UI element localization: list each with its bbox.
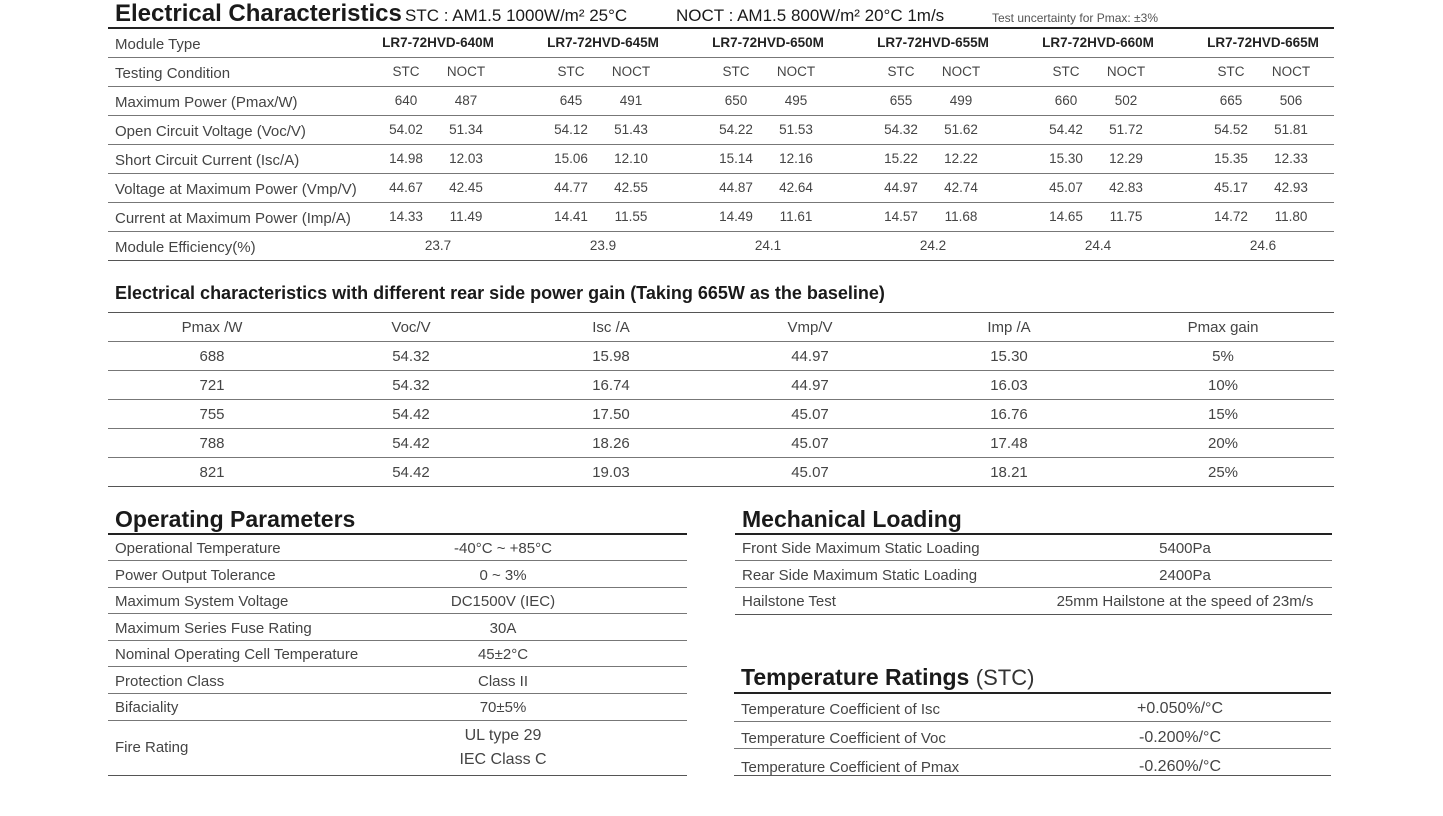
table-cell: 45.07 [791, 406, 829, 423]
testing-condition-label: Testing Condition [115, 65, 231, 82]
table-cell: 51.34 [449, 122, 483, 137]
table-cell: 14.65 [1049, 209, 1083, 224]
stc-header: STC [722, 64, 750, 79]
row-label: Temperature Coefficient of Isc [741, 701, 940, 718]
table-cell: 12.03 [449, 151, 483, 166]
table-cell: 19.03 [592, 464, 630, 481]
table-cell: 506 [1279, 93, 1303, 108]
table-cell: 15.30 [1049, 151, 1083, 166]
efficiency-value: 24.4 [1084, 238, 1112, 253]
row-divider [108, 115, 1334, 116]
stc-header: STC [887, 64, 915, 79]
table-cell: 12.16 [779, 151, 813, 166]
row-value: 0 ~ 3% [479, 567, 527, 584]
stc-condition: STC : AM1.5 1000W/m² 25°C [405, 6, 628, 25]
table-cell: 12.29 [1109, 151, 1143, 166]
table-cell: 15.35 [1214, 151, 1248, 166]
table-cell: 45.07 [1049, 180, 1083, 195]
table-cell: 11.80 [1274, 209, 1308, 224]
table-cell: 42.55 [614, 180, 648, 195]
table-cell: 12.22 [944, 151, 978, 166]
table-cell: 18.21 [990, 464, 1028, 481]
temperature-rule [734, 692, 1331, 694]
table-cell: 51.43 [614, 122, 648, 137]
table-cell: 502 [1114, 93, 1138, 108]
table-cell: 11.55 [614, 209, 648, 224]
table-cell: 11.75 [1109, 209, 1143, 224]
row-value: +0.050%/°C [1136, 700, 1223, 717]
mechanical-rule [735, 533, 1332, 535]
table-cell: 15.06 [554, 151, 588, 166]
row-divider [108, 260, 1334, 261]
efficiency-label: Module Efficiency(%) [115, 239, 256, 256]
table-cell: 14.33 [389, 209, 423, 224]
uncertainty-note: Test uncertainty for Pmax: ±3% [992, 11, 1158, 25]
row-label: Power Output Tolerance [115, 567, 276, 584]
table-cell: 10% [1207, 377, 1239, 394]
table-cell: 15.14 [719, 151, 753, 166]
table-cell: 17.48 [990, 435, 1028, 452]
table-cell: 44.77 [554, 180, 588, 195]
table-cell: 640 [394, 93, 418, 108]
row-label: Nominal Operating Cell Temperature [115, 646, 359, 663]
table-cell: 665 [1219, 93, 1243, 108]
model-name: LR7-72HVD-660M [1042, 35, 1154, 50]
column-header: Imp /A [987, 319, 1031, 336]
table-cell: 15.22 [884, 151, 918, 166]
table-cell: 54.52 [1214, 122, 1248, 137]
table-cell: 14.72 [1214, 209, 1248, 224]
row-divider [108, 640, 687, 641]
row-value: 2400Pa [1159, 567, 1211, 584]
efficiency-value: 24.1 [754, 238, 782, 253]
row-label: Bifaciality [115, 699, 179, 716]
table-cell: 495 [784, 93, 808, 108]
page-title: Electrical Characteristics [115, 0, 402, 27]
noct-header: NOCT [1106, 64, 1146, 79]
fire-rating-value: UL type 29 [464, 727, 542, 744]
temperature-title-main: Temperature Ratings [741, 664, 970, 690]
table-cell: 54.42 [392, 406, 430, 423]
row-label: Maximum Series Fuse Rating [115, 620, 312, 637]
row-divider [108, 613, 687, 614]
header-rule [108, 27, 1334, 29]
row-divider [108, 370, 1334, 371]
row-label: Maximum Power (Pmax/W) [115, 94, 298, 111]
table-cell: 45.17 [1214, 180, 1248, 195]
table-cell: 51.81 [1274, 122, 1308, 137]
table-cell: 54.42 [392, 435, 430, 452]
table-cell: 11.68 [944, 209, 978, 224]
noct-header: NOCT [776, 64, 816, 79]
table-cell: 15.98 [592, 348, 630, 365]
table-cell: 54.42 [1049, 122, 1083, 137]
table-bottom-rule [108, 775, 687, 776]
row-value: DC1500V (IEC) [450, 593, 556, 610]
table-cell: 721 [199, 377, 225, 394]
table-cell: 51.62 [944, 122, 978, 137]
table-cell: 20% [1207, 435, 1239, 452]
table-cell: 42.93 [1274, 180, 1308, 195]
table-cell: 51.53 [779, 122, 813, 137]
noct-header: NOCT [611, 64, 651, 79]
gain-top-rule [108, 312, 1334, 313]
row-value: Class II [477, 673, 528, 690]
fire-rating-value: IEC Class C [459, 751, 547, 768]
table-cell: 54.32 [884, 122, 918, 137]
table-cell: 14.41 [554, 209, 588, 224]
noct-condition: NOCT : AM1.5 800W/m² 20°C 1m/s [676, 6, 945, 25]
row-divider [108, 587, 687, 588]
table-cell: 54.12 [554, 122, 588, 137]
row-value: -0.200%/°C [1139, 729, 1221, 746]
row-divider [108, 720, 687, 721]
table-cell: 14.98 [389, 151, 423, 166]
row-label: Maximum System Voltage [115, 593, 289, 610]
row-divider [108, 341, 1334, 342]
gain-title: Electrical characteristics with different rear side power gain (Taking 665W as the baseline) [115, 283, 885, 303]
fire-rating-label: Fire Rating [115, 739, 189, 756]
row-label: Voltage at Maximum Power (Vmp/V) [115, 181, 357, 198]
row-value: -40°C ~ +85°C [454, 540, 552, 557]
table-cell: 12.10 [614, 151, 648, 166]
table-cell: 54.22 [719, 122, 753, 137]
stc-header: STC [1052, 64, 1080, 79]
row-divider [734, 721, 1331, 722]
row-divider [108, 457, 1334, 458]
table-cell: 660 [1054, 93, 1078, 108]
column-header: Isc /A [592, 319, 630, 336]
module-type-label: Module Type [115, 36, 201, 53]
row-divider [735, 560, 1332, 561]
column-header: Pmax gain [1187, 319, 1259, 336]
table-cell: 17.50 [592, 406, 630, 423]
row-value: 25mm Hailstone at the speed of 23m/s [1056, 593, 1314, 610]
efficiency-value: 24.2 [919, 238, 947, 253]
gain-bottom-rule [108, 486, 1334, 487]
table-cell: 12.33 [1274, 151, 1308, 166]
table-cell: 42.45 [449, 180, 483, 195]
table-cell: 650 [724, 93, 748, 108]
row-label: Open Circuit Voltage (Voc/V) [115, 123, 306, 140]
table-cell: 16.76 [990, 406, 1028, 423]
row-value: 45±2°C [477, 646, 529, 663]
table-cell: 755 [199, 406, 225, 423]
table-cell: 688 [199, 348, 225, 365]
model-name: LR7-72HVD-665M [1207, 35, 1319, 50]
temperature-title [741, 664, 1034, 691]
row-label: Current at Maximum Power (Imp/A) [115, 210, 351, 227]
row-label: Rear Side Maximum Static Loading [742, 567, 978, 584]
efficiency-value: 24.6 [1249, 238, 1277, 253]
noct-header: NOCT [941, 64, 981, 79]
table-cell: 499 [949, 93, 973, 108]
table-cell: 42.83 [1109, 180, 1143, 195]
row-value: 30A [489, 620, 517, 637]
row-divider [735, 587, 1332, 588]
table-cell: 821 [199, 464, 225, 481]
table-cell: 5% [1212, 348, 1234, 365]
table-cell: 16.03 [990, 377, 1028, 394]
table-cell: 54.32 [392, 377, 430, 394]
row-label: Hailstone Test [742, 593, 836, 610]
table-bottom-rule [735, 614, 1332, 615]
table-cell: 44.97 [791, 377, 829, 394]
row-divider [108, 202, 1334, 203]
table-cell: 51.72 [1109, 122, 1143, 137]
table-cell: 25% [1207, 464, 1239, 481]
mechanical-title: Mechanical Loading [742, 506, 962, 532]
stc-header: STC [392, 64, 420, 79]
row-value: 5400Pa [1159, 540, 1211, 557]
row-label: Front Side Maximum Static Loading [742, 540, 980, 557]
table-cell: 16.74 [592, 377, 630, 394]
row-label: Temperature Coefficient of Voc [741, 730, 946, 747]
noct-header: NOCT [446, 64, 486, 79]
table-cell: 15% [1207, 406, 1239, 423]
table-cell: 645 [559, 93, 583, 108]
column-header: Vmp/V [787, 319, 833, 336]
efficiency-value: 23.7 [424, 238, 452, 253]
row-label: Operational Temperature [115, 540, 281, 557]
row-divider [108, 666, 687, 667]
model-name: LR7-72HVD-650M [712, 35, 824, 50]
table-cell: 15.30 [990, 348, 1028, 365]
row-divider [108, 144, 1334, 145]
table-cell: 11.49 [449, 209, 483, 224]
temperature-title-suffix: (STC) [975, 665, 1035, 690]
row-divider [108, 428, 1334, 429]
table-cell: 44.97 [791, 348, 829, 365]
table-cell: 788 [199, 435, 225, 452]
row-label: Protection Class [115, 673, 225, 690]
table-cell: 42.64 [779, 180, 813, 195]
table-cell: 45.07 [791, 435, 829, 452]
noct-header: NOCT [1271, 64, 1311, 79]
table-cell: 44.67 [389, 180, 423, 195]
row-divider [108, 231, 1334, 232]
row-label: Temperature Coefficient of Pmax [741, 759, 960, 776]
row-divider [108, 560, 687, 561]
table-cell: 11.61 [779, 209, 813, 224]
row-value: -0.260%/°C [1139, 758, 1221, 775]
operating-title: Operating Parameters [115, 506, 356, 532]
table-cell: 655 [889, 93, 913, 108]
table-cell: 45.07 [791, 464, 829, 481]
row-divider [108, 399, 1334, 400]
row-divider [108, 173, 1334, 174]
table-cell: 487 [454, 93, 478, 108]
table-cell: 54.42 [392, 464, 430, 481]
table-cell: 54.32 [392, 348, 430, 365]
row-divider [108, 86, 1334, 87]
table-cell: 42.74 [944, 180, 978, 195]
model-name: LR7-72HVD-655M [877, 35, 989, 50]
table-cell: 44.97 [884, 180, 918, 195]
column-header: Pmax /W [181, 319, 243, 336]
stc-header: STC [557, 64, 585, 79]
table-cell: 14.57 [884, 209, 918, 224]
operating-rule [108, 533, 687, 535]
table-cell: 491 [619, 93, 643, 108]
stc-header: STC [1217, 64, 1245, 79]
table-cell: 18.26 [592, 435, 630, 452]
row-divider [108, 57, 1334, 58]
model-name: LR7-72HVD-645M [547, 35, 659, 50]
column-header: Voc/V [391, 319, 431, 336]
row-label: Short Circuit Current (Isc/A) [115, 152, 300, 169]
efficiency-value: 23.9 [589, 238, 617, 253]
row-divider [734, 748, 1331, 749]
row-divider [108, 693, 687, 694]
row-value: 70±5% [479, 699, 527, 716]
model-name: LR7-72HVD-640M [382, 35, 494, 50]
table-cell: 14.49 [719, 209, 753, 224]
table-cell: 54.02 [389, 122, 423, 137]
table-cell: 44.87 [719, 180, 753, 195]
